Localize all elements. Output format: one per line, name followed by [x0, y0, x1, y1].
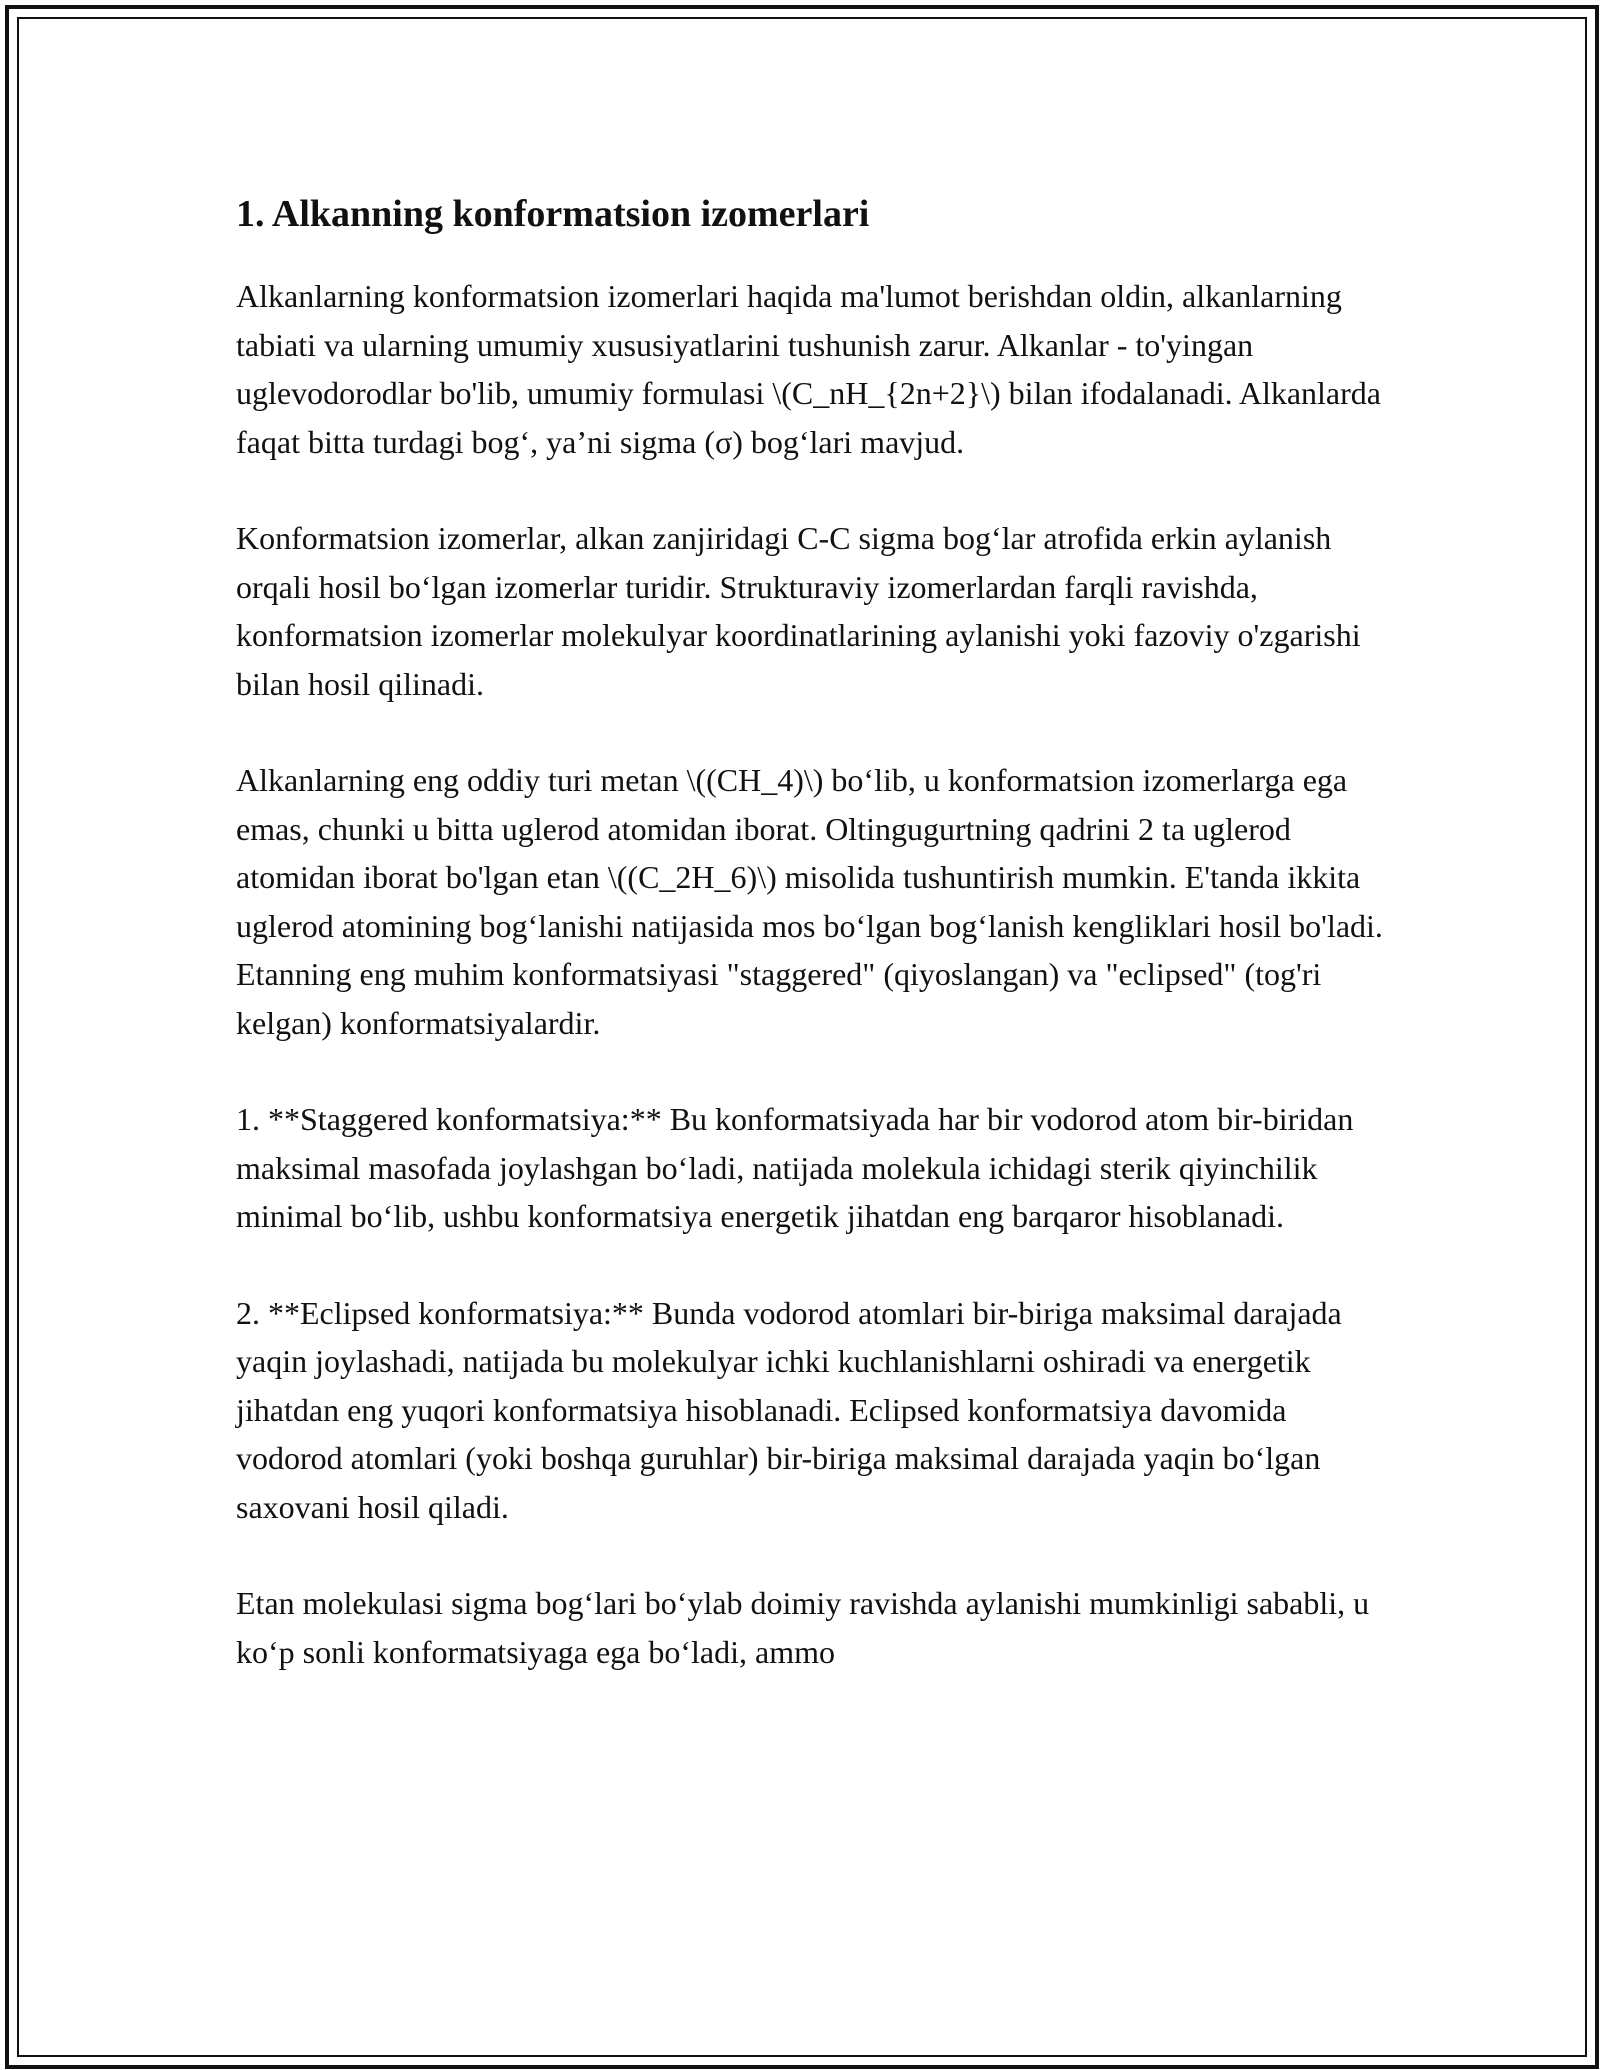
paragraph-eclipsed: 2. **Eclipsed konformatsiya:** Bunda vodorod atomlari bir-biriga maksimal darajada yaqin joylashadi, natijada bu molekulyar ichki kuchlanishlarni oshiradi va energetik jihatdan eng yuqori konformatsiya hisoblanadi. Eclipsed konformatsiya davomida vodorod atomlari (yoki boshqa guruhlar) bir-biriga maksimal darajada yaqin bo‘lgan saxovani hosil qiladi. — [236, 1294, 1342, 1525]
paragraph-rotation: Etan molekulasi sigma bog‘lari bo‘ylab doimiy ravishda aylanishi mumkinligi sababli, u ko‘p sonli konformatsiyaga ega bo‘ladi, ammo — [236, 1585, 1370, 1670]
paragraph-definition: Konformatsion izomerlar, alkan zanjiridagi C-C sigma bog‘lar atrofida erkin aylanish orqali hosil bo‘lgan izomerlar turidir. Strukturaviy izomerlardan farqli ravishda, konformatsion izomerlar molekulyar koordinatlarining aylanishi yoki fazoviy o'zgarishi bilan hosil qilinadi. — [236, 520, 1361, 702]
document-body — [236, 186, 1386, 1724]
paragraph-ethane: Alkanlarning eng oddiy turi metan \((CH_4)\) bo‘lib, u konformatsion izomerlarga ega emas, chunki u bitta uglerod atomidan iborat. Oltingugurtning qadrini 2 ta uglerod atomidan iborat bo'lgan etan \((C_2H_6)\) misolida tushuntirish mumkin. E'tanda ikkita uglerod atomining bog‘lanishi natijasida mos bo‘lgan bog‘lanish kengliklari hosil bo'ladi. Etanning eng muhim konformatsiyasi "staggered" (qiyoslangan) va "eclipsed" (tog'ri kelgan) konformatsiyalardir. — [236, 762, 1383, 1041]
section-heading: 1. Alkanning konformatsion izomerlari — [236, 193, 870, 235]
paragraph-intro: Alkanlarning konformatsion izomerlari haqida ma'lumot berishdan oldin, alkanlarning tabiati va ularning umumiy xususiyatlarini tushunish zarur. Alkanlar - to'yingan uglevodorodlar bo'lib, umumiy formulasi \(C_nH_{2n+2}\) bilan ifodalanadi. Alkanlarda faqat bitta turdagi bog‘, ya’ni sigma (σ) bog‘lari mavjud. — [236, 278, 1381, 460]
paragraph-staggered: 1. **Staggered konformatsiya:** Bu konformatsiyada har bir vodorod atom bir-biridan maksimal masofada joylashgan bo‘ladi, natijada molekula ichidagi sterik qiyinchilik minimal bo‘lib, ushbu konformatsiya energetik jihatdan eng barqaror hisoblanadi. — [236, 1101, 1354, 1234]
